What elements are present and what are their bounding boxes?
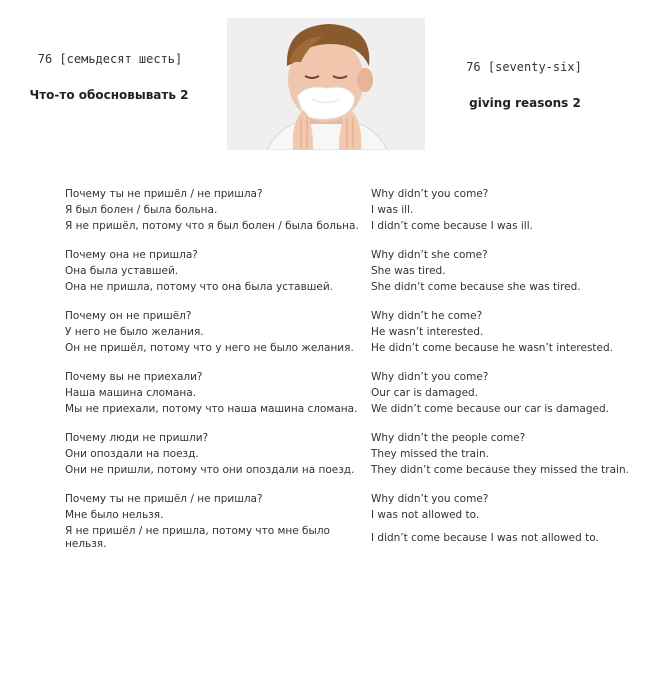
phrase-row [65, 387, 635, 400]
russian-phrase: Почему он не пришёл? [65, 310, 192, 322]
russian-phrase: Она была уставшей. [65, 265, 179, 277]
lesson-number-russian: 76 [семьдесят шесть] [37, 52, 183, 66]
phrase-row [65, 310, 635, 323]
phrase-group [65, 249, 635, 294]
russian-phrase: Он не пришёл, потому что у него не было желания. [65, 342, 354, 354]
english-phrase: I was not allowed to. [371, 509, 480, 521]
phrase-row [65, 432, 635, 445]
russian-phrase: Мы не приехали, потому что наша машина сломана. [65, 403, 358, 415]
english-phrase: She didn’t come because she was tired. [371, 281, 581, 293]
phrase-row [65, 265, 635, 278]
russian-phrase: Я был болен / была больна. [65, 204, 218, 216]
russian-phrase: Я не пришёл / не пришла, потому что мне было нельзя. [65, 525, 330, 550]
russian-phrase: Почему ты не пришёл / не пришла? [65, 188, 263, 200]
phrase-row [65, 371, 635, 384]
phrase-row [65, 509, 635, 522]
english-phrase: He wasn’t interested. [371, 326, 484, 338]
english-phrase: They missed the train. [371, 448, 489, 460]
russian-phrase: Почему она не пришла? [65, 249, 198, 261]
lesson-title-english: giving reasons 2 [469, 96, 581, 110]
lesson-header [0, 0, 648, 160]
lesson-number-english: 76 [seventy-six] [466, 60, 582, 74]
english-phrase: I didn’t come because I was not allowed to. [371, 531, 599, 544]
phrase-list [65, 188, 635, 567]
phrase-row [65, 188, 635, 201]
phrase-group [65, 310, 635, 355]
phrase-group [65, 188, 635, 233]
phrase-row [65, 464, 635, 477]
phrase-row [65, 281, 635, 294]
phrase-group [65, 432, 635, 477]
english-phrase: He didn’t come because he wasn’t interested. [371, 342, 614, 354]
english-phrase: They didn’t come because they missed the train. [371, 464, 629, 476]
russian-phrase: Наша машина сломана. [65, 387, 197, 399]
english-phrase: Why didn’t the people come? [371, 432, 526, 444]
phrase-row [65, 448, 635, 461]
phrase-row [65, 220, 635, 233]
russian-phrase: Она не пришла, потому что она была уставшей. [65, 281, 333, 293]
phrase-group [65, 371, 635, 416]
phrase-row [65, 249, 635, 262]
russian-phrase: Почему вы не приехали? [65, 371, 203, 383]
english-phrase: Why didn’t he come? [371, 310, 483, 322]
russian-phrase: Почему люди не пришли? [65, 432, 209, 444]
phrase-row [65, 403, 635, 416]
russian-phrase: У него не было желания. [65, 326, 204, 338]
phrase-row [65, 493, 635, 506]
russian-phrase: Они опоздали на поезд. [65, 448, 199, 460]
lesson-title-russian: Что-то обосновывать 2 [29, 88, 189, 102]
russian-phrase: Они не пришли, потому что они опоздали на поезд. [65, 464, 355, 476]
english-phrase: I was ill. [371, 204, 414, 216]
english-phrase: She was tired. [371, 265, 446, 277]
phrase-row [65, 326, 635, 339]
phrase-row [65, 525, 635, 551]
english-phrase: Why didn’t she come? [371, 249, 488, 261]
lesson-photo [227, 18, 425, 150]
phrase-group [65, 493, 635, 551]
english-phrase: We didn’t come because our car is damaged. [371, 403, 609, 415]
phrase-row [65, 342, 635, 355]
boy-sneezing-image [227, 18, 425, 150]
russian-phrase: Почему ты не пришёл / не пришла? [65, 493, 263, 505]
english-phrase: Why didn’t you come? [371, 188, 489, 200]
russian-phrase: Я не пришёл, потому что я был болен / была больна. [65, 220, 359, 232]
english-phrase: Why didn’t you come? [371, 371, 489, 383]
russian-phrase: Мне было нельзя. [65, 509, 164, 521]
english-phrase: Our car is damaged. [371, 387, 479, 399]
english-phrase: I didn’t come because I was ill. [371, 220, 533, 232]
english-phrase: Why didn’t you come? [371, 493, 489, 505]
phrase-row [65, 204, 635, 217]
